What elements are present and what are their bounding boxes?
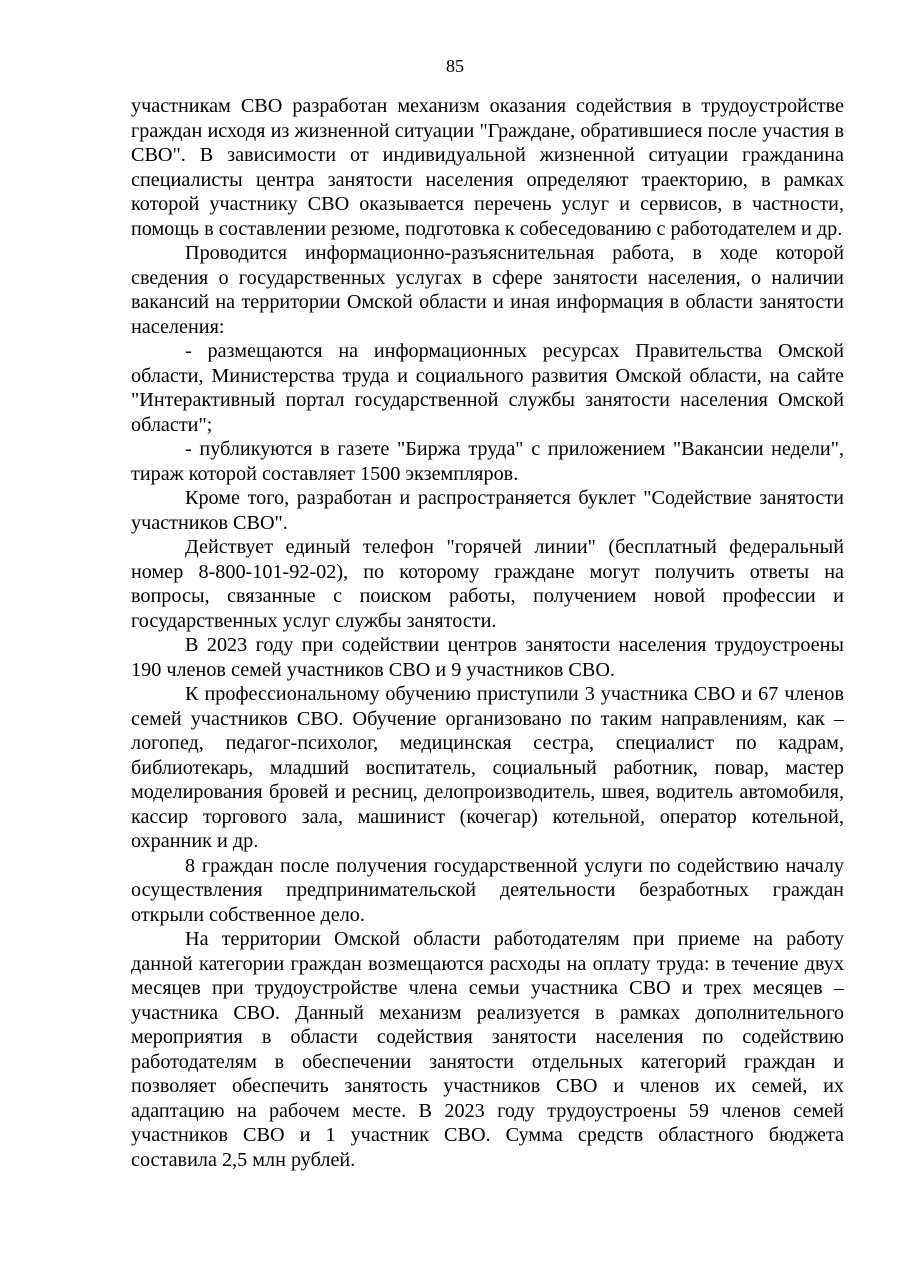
paragraph-hotline: Действует единый телефон "горячей линии" (бесплатный федеральный номер 8-800-101-92-02), по которому граждане могут получить ответы на вопросы, связанные с поиском работы, получением новой профессии и государственных услуг службы занятости. xyxy=(131,536,844,632)
paragraph-booklet: Кроме того, разработан и распространяется буклет "Содействие занятости участников СВО". xyxy=(131,487,844,534)
paragraph-employer-compensation: На территории Омской области работодателям при приеме на работу данной категории граждан возмещаются расходы на оплату труда: в течение двух месяцев при трудоустройстве члена семьи участника СВО и трех месяцев – участника СВО. Данный механизм реализуется в рамках дополнительного мероприятия в области содействия занятости населения по содействию работодателям в обеспечении занятости отдельных категорий граждан и позволяет обеспечить занятость участников СВО и членов их семей, их адаптацию на рабочем месте. В 2023 году трудоустроены 59 членов семей участников СВО и 1 участник СВО. Сумма средств областного бюджета составила 2,5 млн рублей. xyxy=(131,928,844,1171)
paragraph-continuation: участникам СВО разработан механизм оказания содействия в трудоустройстве граждан исходя из жизненной ситуации "Граждане, обратившиеся после участия в СВО". В зависимости от индивидуальной жизненной ситуации гражданина специалисты центра занятости населения определяют траекторию, в рамках которой участнику СВО оказывается перечень услуг и сервисов, в частности, помощь в составлении резюме, подготовка к собеседованию с работодателем и др. xyxy=(131,95,844,240)
document-body xyxy=(131,94,844,1172)
list-item-newspaper: - публикуются в газете "Биржа труда" с приложением "Вакансии недели", тираж которой составляет 1500 экземпляров. xyxy=(131,438,844,485)
page-number: 85 xyxy=(446,56,464,76)
paragraph-info-work: Проводится информационно-разъяснительная работа, в ходе которой сведения о государственных услугах в сфере занятости населения, о наличии вакансий на территории Омской области и иная информация в области занятости населения: xyxy=(131,242,844,338)
paragraph-employment-2023: В 2023 году при содействии центров занятости населения трудоустроены 190 членов семей участников СВО и 9 участников СВО. xyxy=(131,634,844,681)
list-item-resources: - размещаются на информационных ресурсах Правительства Омской области, Министерства труда и социального развития Омской области, на сайте "Интерактивный портал государственной службы занятости населения Омской области"; xyxy=(131,340,844,436)
paragraph-training: К профессиональному обучению приступили 3 участника СВО и 67 членов семей участников СВО. Обучение организовано по таким направлениям, как – логопед, педагог-психолог, медицинская сестра, специалист по кадрам, библиотекарь, младший воспитатель, социальный работник, повар, мастер моделирования бровей и ресниц, делопроизводитель, швея, водитель автомобиля, кассир торгового зала, машинист (кочегар) котельной, оператор котельной, охранник и др. xyxy=(131,683,844,852)
paragraph-entrepreneurship: 8 граждан после получения государственной услуги по содействию началу осуществления предпринимательской деятельности безработных граждан открыли собственное дело. xyxy=(131,854,844,926)
